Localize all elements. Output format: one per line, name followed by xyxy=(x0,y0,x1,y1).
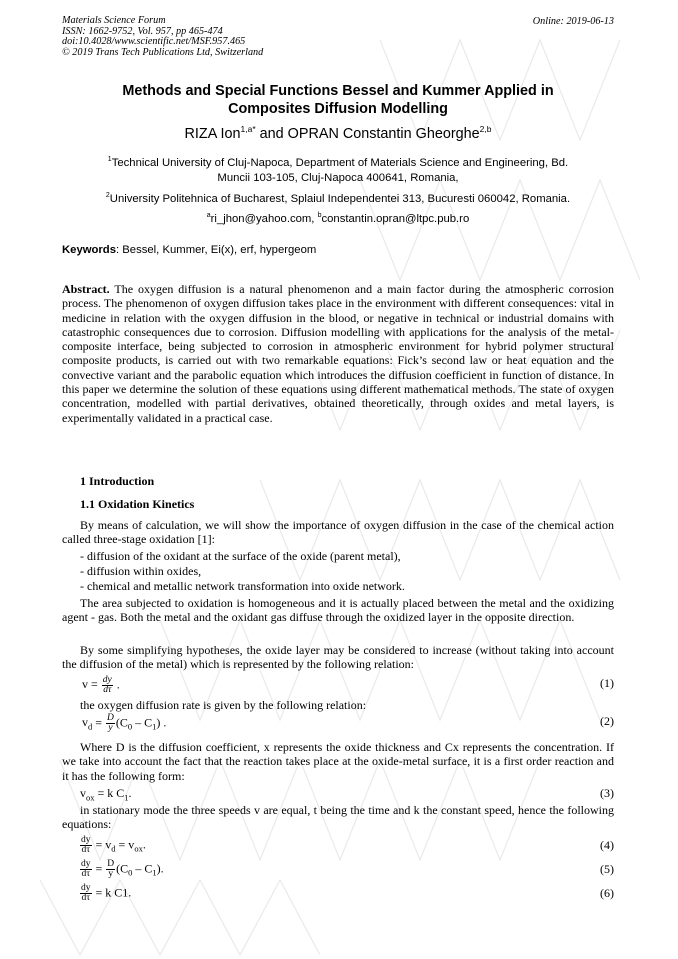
eq6-num: dy xyxy=(81,883,91,893)
eq3-rhs: = k C xyxy=(94,786,125,800)
body-paragraph-5: Where D is the diffusion coefficient, x represents the oxide thickness and Cx represents the concentration. If we take into account the fact that the reaction takes place at the oxide-metal surface, it is a first order reaction and it has the following form: xyxy=(62,740,614,783)
affiliation-1 xyxy=(62,152,614,187)
abstract xyxy=(62,282,614,425)
eq3-number: (3) xyxy=(600,786,614,800)
eq4-num: dy xyxy=(81,835,91,845)
eq5-end: ). xyxy=(156,861,164,876)
doi-line: doi:10.4028/www.scientific.net/MSF.957.465 xyxy=(62,36,246,48)
keywords-label: Keywords xyxy=(62,244,116,256)
eq5-s1: 1 xyxy=(152,867,157,878)
bullet-1: - diffusion of the oxidant at the surface of the oxide (parent metal), xyxy=(80,549,401,563)
eq5-num: dy xyxy=(81,859,91,869)
email-line xyxy=(62,208,614,227)
body-paragraph-6: in stationary mode the three speeds v are equal, t being the time and k the constant speed, hence the following equations: xyxy=(62,803,614,832)
email-a-sup: a xyxy=(206,212,211,219)
eq2-s0: 0 xyxy=(127,721,133,732)
eq1-lhs: v = xyxy=(82,677,101,692)
eq2-number: (2) xyxy=(600,714,614,728)
eq5-mid: – C xyxy=(132,861,153,876)
eq2-eq: = xyxy=(92,715,106,730)
eq1-rhs: . xyxy=(113,677,120,692)
eq1-num: dy xyxy=(102,675,112,685)
eq5-num2: D xyxy=(107,859,115,869)
journal-name: Materials Science Forum xyxy=(62,15,166,26)
journal-header xyxy=(62,16,263,58)
online-date: Online: 2019-06-13 xyxy=(532,16,614,27)
eq3-sub: ox xyxy=(86,792,95,803)
title-line-1: Methods and Special Functions Bessel and Kummer Applied in xyxy=(122,83,554,99)
eq6-rhs: = k C1. xyxy=(92,885,132,900)
affiliation-2 xyxy=(62,188,614,207)
keywords xyxy=(62,244,316,256)
body-paragraph-4: the oxygen diffusion rate is given by the following relation: xyxy=(80,698,367,712)
abstract-label: Abstract. xyxy=(62,282,110,296)
eq3-end: . xyxy=(128,786,132,800)
paper-title xyxy=(62,82,614,118)
eq4-den: dτ xyxy=(81,845,91,855)
eq5-s0: 0 xyxy=(128,867,133,878)
eq4-s2: ox xyxy=(134,843,143,854)
bullet-3: - chemical and metallic network transformation into oxide network. xyxy=(80,579,405,593)
eq2-rhs: (C xyxy=(115,715,128,730)
aff2-line1: University Politehnica of Bucharest, Splaiul Independentei 313, Bucuresti 060042, Romania. xyxy=(109,192,571,205)
title-line-2: Composites Diffusion Modelling xyxy=(228,101,448,117)
author-2: and OPRAN Constantin Gheorghe xyxy=(255,125,480,142)
abstract-text: The oxygen diffusion is a natural phenomenon and a main factor during the atmospheric corrosion process. The phenomenon of oxygen diffusion takes place in the environment with different consequences: vital in medicine in relation with the oxygen diffusion in the blood, or negative in technical or industrial domains with catastrophic consequences due to corrosion. Diffusion modelling with applications for the analysis of the metal-composite interface, being subjected to corrosion in atmospheric environment for hybrid polymer structural composite products, is carried out with two remarkable equations: Fick’s second law or heat equation and the convective variant and the parabolic equation which introduces the diffusion coefficient in function of distance. In this paper we determine the solution of these equations using different mathematical methods. The state of oxygen concentration, modelled with partial derivatives, obtained theoretically, through oxides and metal layers, is experimentally validated in a practical case. xyxy=(62,282,614,425)
author-1: RIZA Ion xyxy=(184,125,241,142)
email-b-sup: b xyxy=(317,212,322,219)
eq5-den: dτ xyxy=(81,869,91,879)
section-heading-1: 1 Introduction xyxy=(80,474,155,488)
body-paragraph-2: The area subjected to oxidation is homogeneous and it is actually placed between the metal and the oxidizing agent - gas. Both the metal and the oxidant gas diffuse through the oxidized layer in the opposite direction. xyxy=(62,596,614,625)
eq2-den: y xyxy=(108,723,113,733)
aff1-line1: Technical University of Cluj-Napoca, Department of Materials Science and Engineering, Bd. xyxy=(111,156,569,169)
eq5-eq: = xyxy=(92,861,106,876)
equation-6 xyxy=(62,884,614,904)
body-paragraph-3: By some simplifying hypotheses, the oxide layer may be considered to increase (without taking into account the diffusion of the metal) which is represented by the following relation: xyxy=(62,643,614,672)
eq5-rhs: (C xyxy=(116,861,129,876)
body-paragraph-1: By means of calculation, we will show the importance of oxygen diffusion in the case of the chemical action called three-stage oxidation [1]: xyxy=(62,518,614,547)
eq5-number: (5) xyxy=(600,862,614,876)
equation-1 xyxy=(62,676,614,696)
keywords-text: : Bessel, Kummer, Ei(x), erf, hypergeom xyxy=(116,244,317,256)
equation-5 xyxy=(62,860,614,880)
eq5-den2: y xyxy=(108,869,114,879)
eq2-sub: d xyxy=(88,721,93,732)
eq3-lhs: v xyxy=(80,786,86,800)
aff2-sup: 2 xyxy=(105,192,110,199)
eq3-s1: 1 xyxy=(124,792,129,803)
copyright-line: © 2019 Trans Tech Publications Ltd, Switzerland xyxy=(62,46,264,58)
email-b: constantin.opran@ltpc.pub.ro xyxy=(321,212,470,225)
eq4-number: (4) xyxy=(600,838,614,852)
section-heading-1-1: 1.1 Oxidation Kinetics xyxy=(80,497,195,511)
eq2-num: D xyxy=(107,713,114,723)
eq1-number: (1) xyxy=(600,676,614,690)
bullet-2: - diffusion within oxides, xyxy=(80,564,202,578)
issn-line: ISSN: 1662-9752, Vol. 957, pp 465-474 xyxy=(62,25,223,37)
eq2-mid: – C xyxy=(132,715,153,730)
equation-2 xyxy=(62,714,614,734)
eq4-end: . xyxy=(142,837,146,852)
author-line xyxy=(62,124,614,142)
aff1-line2: Muncii 103-105, Cluj-Napoca 400641, Romania, xyxy=(217,172,459,185)
eq1-den: dτ xyxy=(103,685,112,695)
eq4-rhs: = v xyxy=(92,837,112,852)
eq2-end: ) . xyxy=(156,715,167,730)
email-a: ri_jhon@yahoo.com, xyxy=(210,212,318,225)
aff1-sup: 1 xyxy=(107,156,112,163)
author-1-sup: 1,a* xyxy=(240,124,256,134)
eq6-number: (6) xyxy=(600,886,614,900)
eq2-s1: 1 xyxy=(152,721,157,732)
equation-4 xyxy=(62,836,614,856)
eq4-mid: = v xyxy=(115,837,135,852)
author-2-sup: 2,b xyxy=(479,124,492,134)
eq6-den: dτ xyxy=(81,893,91,903)
eq4-s1: d xyxy=(111,843,116,854)
eq2-lhs: v xyxy=(82,715,88,730)
